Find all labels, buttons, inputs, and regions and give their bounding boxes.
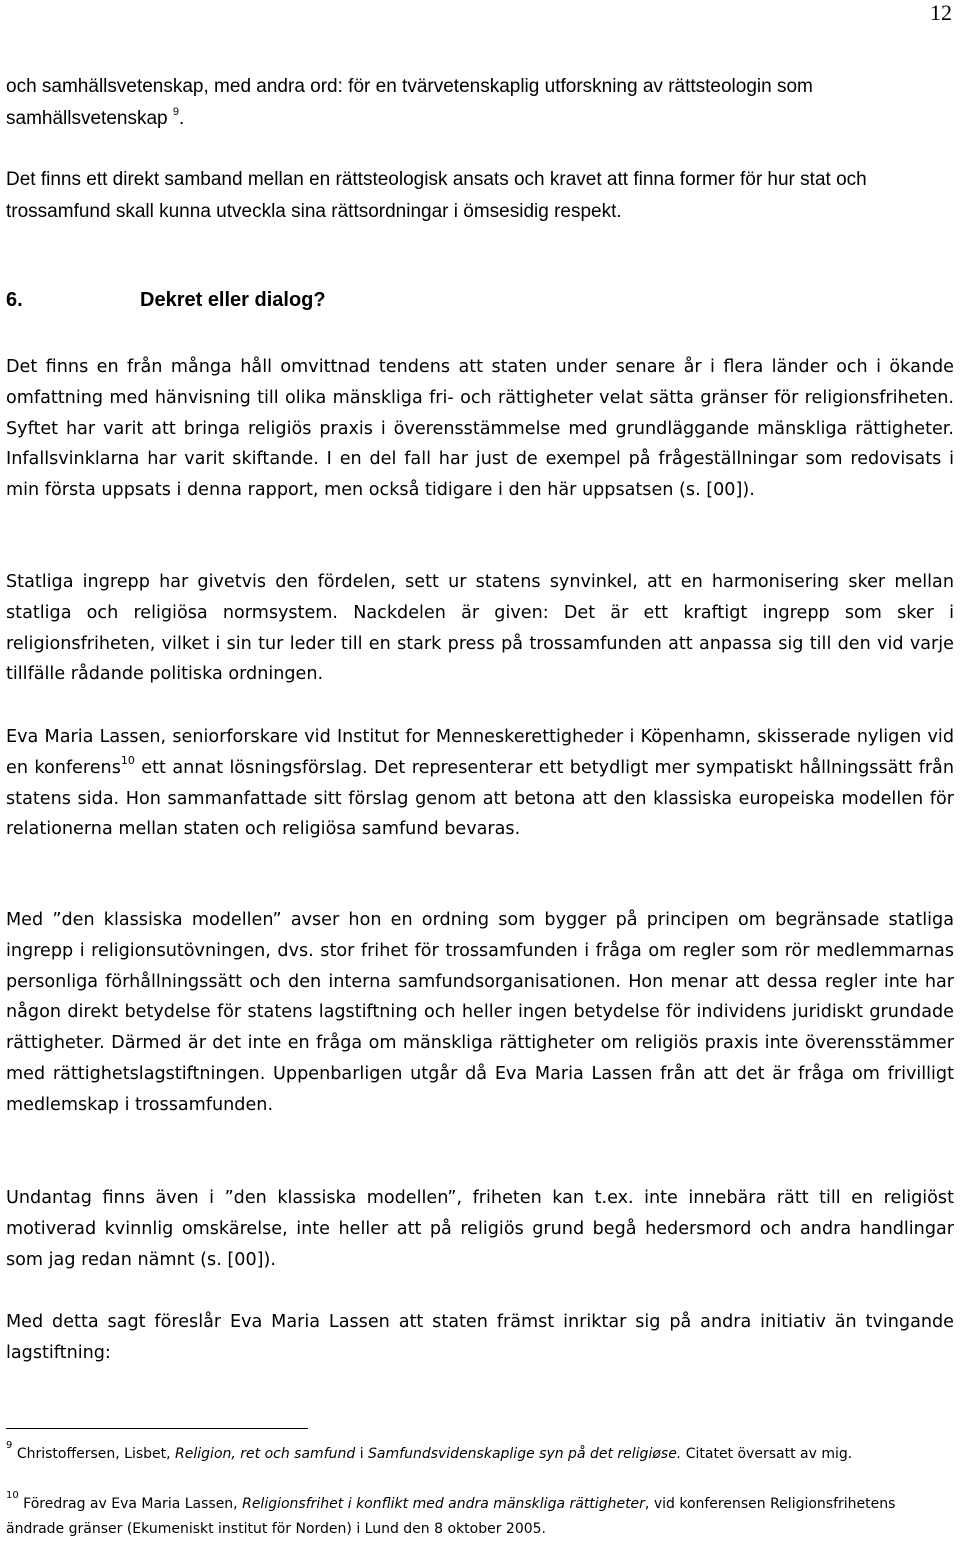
footnote-9-text-a: Christoffersen, Lisbet, [12,1446,176,1462]
footnote-10 [6,1492,954,1542]
footnote-9-source: Samfundsvidenskaplige syn på det religiøse. [368,1446,682,1462]
body-paragraph-5: Undantag finns även i ”den klassiska modellen”, friheten kan t.ex. inte innebära rätt till en religiöst motiverad kvinnlig omskärelse, inte heller att på religiös grund begå hedersmord och andra handlingar som jag redan nämnt (s. [00]). [6,1188,954,1270]
body-paragraph-4: Med ”den klassiska modellen” avser hon en ordning som bygger på principen om begränsade statliga ingrepp i religionsutövningen, dvs. stor frihet för trossamfunden i fråga om regler som rör medlemmarnas personliga förhållningssätt och den interna samfundsorganisationen. Hon menar att dessa regler inte har någon direkt betydelse för statens lagstiftning och heller ingen betydelse för individens juridiskt grundade rättigheter. Därmed är det inte en fråga om mänskliga rättigheter om religiös praxis inte överensstämmer med rättighetslagstiftningen. Uppenbarligen utgår då Eva Maria Lassen från att det är fråga om frivilligt medlemskap i trossamfunden. [6,910,954,1115]
body-paragraph-6: Med detta sagt föreslår Eva Maria Lassen att staten främst inriktar sig på andra initiativ än tvingande lagstiftning: [6,1312,954,1363]
footnote-divider [6,1428,308,1429]
intro-text: och samhällsvetenskap, med andra ord: för en tvärvetenskaplig utforskning av rättsteologin som samhällsvetenskap [6,76,813,129]
intro-paragraph-1 [6,71,954,135]
body-paragraph-2: Statliga ingrepp har givetvis den fördelen, sett ur statens synvinkel, att en harmonisering sker mellan statliga och religiösa normsystem. Nackdelen är given: Det är ett kraftigt ingrepp som sker i religionsfriheten, vilket i sin tur leder till en stark press på trossamfunden att anpassa sig till den vid varje tillfälle rådande politiska ordningen. [6,572,954,685]
body-paragraph-3-text-a: Eva Maria Lassen, seniorforskare vid Institut for Menneskerettigheder i Köpenhamn, skisserade nyligen vid en konferens [6,727,954,778]
footnote-9 [6,1442,954,1467]
footnote-10-text-b: , vid konferensen Religionsfrihetens ändrade gränser (Ekumeniskt institut för Norden) i Lund den 8 oktober 2005. [6,1496,896,1537]
footnote-9-number: 9 [6,1440,13,1452]
intro-end: . [179,108,185,129]
footnote-9-title: Religion, ret och samfund [175,1446,356,1462]
footnote-9-text-b: i [355,1446,369,1462]
footnote-ref-10[interactable]: 10 [120,753,135,767]
footnote-10-title: Religionsfrihet i konflikt med andra mänskliga rättigheter [242,1496,645,1512]
page-number: 12 [930,0,952,25]
section-title: Dekret eller dialog? [140,289,326,311]
body-paragraph-1: Det finns en från många håll omvittnad tendens att staten under senare år i flera länder och i ökande omfattning med hänvisning till olika mänskliga fri- och rättigheter velat sätta gränser för religionsfriheten. Syftet har varit att bringa religiös praxis i överensstämmelse med grundläggande mänskliga rättigheter. Infallsvinklarna har varit skiftande. I en del fall har just de exempel på frågeställningar som redovisats i min första uppsats i denna rapport, men också tidigare i den här uppsatsen (s. [00]). [6,357,954,501]
footnote-9-text-c: Citatet översatt av mig. [681,1446,853,1462]
body-paragraph-3 [6,722,954,845]
section-number: 6. [6,289,23,311]
section-heading [6,284,326,316]
intro-paragraph-2: Det finns ett direkt samband mellan en rättsteologisk ansats och kravet att finna former för hur stat och trossamfund skall kunna utveckla sina rättsordningar i ömsesidig respekt. [6,169,867,222]
footnote-10-number: 10 [6,1490,19,1502]
footnote-10-text-a: Föredrag av Eva Maria Lassen, [18,1496,243,1512]
footnote-ref-9[interactable]: 9 [172,105,179,118]
body-paragraph-3-text-b: ett annat lösningsförslag. Det representerar ett betydligt mer sympatiskt hållningssätt från statens sida. Hon sammanfattade sitt förslag genom att betona att den klassiska europeiska modellen för relationerna mellan staten och religiösa samfund bevaras. [6,757,954,840]
